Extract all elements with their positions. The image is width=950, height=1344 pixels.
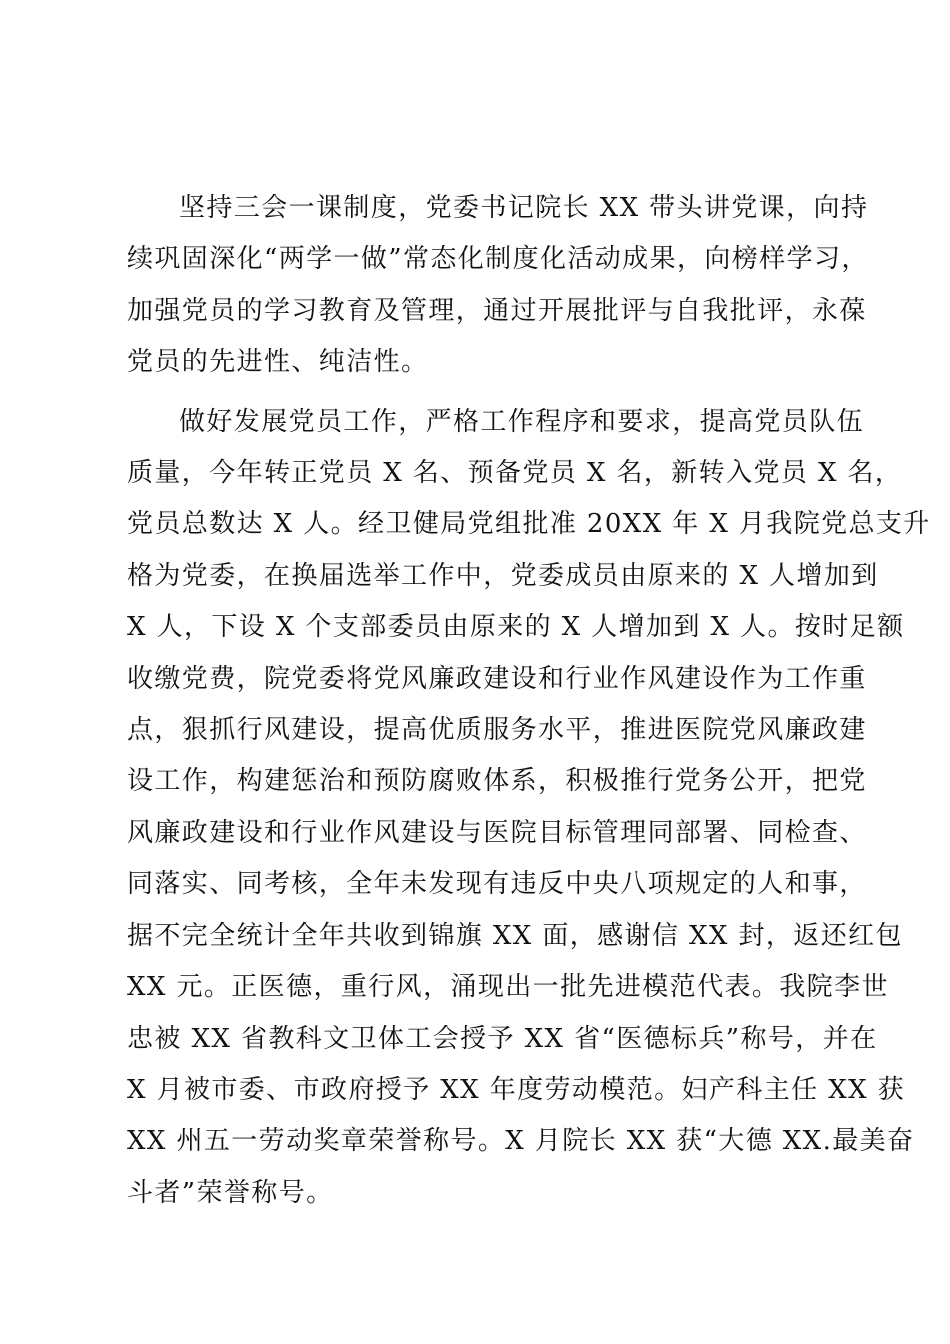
text-line: XX 州五一劳动奖章荣誉称号。X 月院长 XX 获“大德 XX.最美奋: [127, 1126, 915, 1157]
text-line: 续巩固深化“两学一做”常态化制度化活动成果，向榜样学习，: [127, 244, 869, 275]
text-line: 格为党委，在换届选举工作中，党委成员由原来的 X 人增加到: [127, 560, 879, 591]
text-line: 加强党员的学习教育及管理，通过开展批评与自我批评，永葆: [127, 295, 867, 326]
text-line: 设工作，构建惩治和预防腐败体系，积极推行党务公开，把党: [127, 766, 867, 797]
text-line: 斗者”荣誉称号。: [127, 1177, 334, 1208]
text-line: 坚持三会一课制度，党委书记院长 XX 带头讲党课，向持: [179, 193, 869, 223]
text-line: 收缴党费，院党委将党风廉政建设和行业作风建设作为工作重: [127, 663, 867, 694]
text-line: X 人，下设 X 个支部委员由原来的 X 人增加到 X 人。按时足额: [127, 612, 905, 643]
text-line: 党员总数达 X 人。经卫健局党组批准 20XX 年 X 月我院党总支升: [127, 509, 931, 540]
text-line: 党员的先进性、纯洁性。: [127, 347, 429, 378]
text-line: X 月被市委、市政府授予 XX 年度劳动模范。妇产科主任 XX 获: [127, 1074, 906, 1105]
paragraph-party-development: [127, 397, 931, 1220]
text-line: 同落实、同考核，全年未发现有违反中央八项规定的人和事，: [127, 869, 867, 900]
text-line: XX 元。正医德，重行风，涌现出一批先进模范代表。我院李世: [127, 972, 889, 1003]
text-line: 质量，今年转正党员 X 名、预备党员 X 名，新转入党员 X 名，: [127, 458, 903, 489]
paragraph-party-lessons: [127, 183, 869, 389]
text-line: 风廉政建设和行业作风建设与医院目标管理同部署、同检查、: [127, 817, 867, 848]
text-line: 点，狠抓行风建设，提高优质服务水平，推进医院党风廉政建: [127, 715, 867, 746]
text-line: 据不完全统计全年共收到锦旗 XX 面，感谢信 XX 封，返还红包: [127, 920, 903, 951]
document-body: [127, 183, 931, 1219]
text-line: 忠被 XX 省教科文卫体工会授予 XX 省“医德标兵”称号，并在: [127, 1023, 878, 1054]
text-line: 做好发展党员工作，严格工作程序和要求，提高党员队伍: [179, 406, 865, 437]
